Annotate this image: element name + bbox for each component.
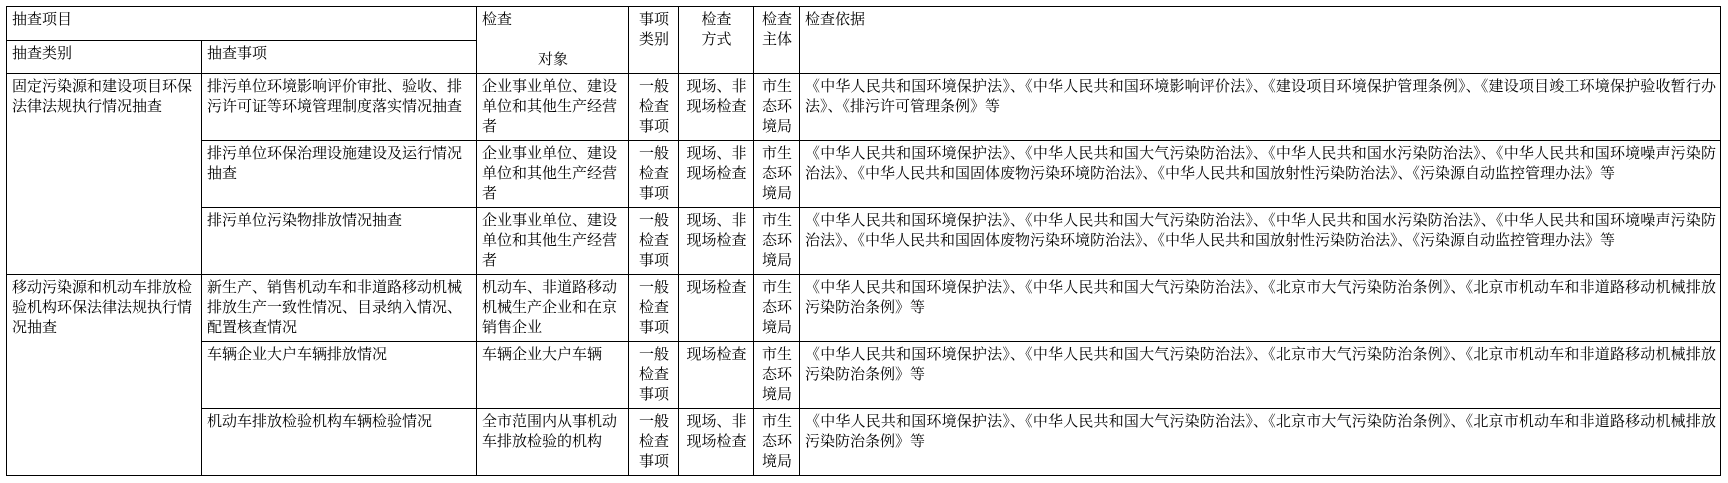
header-basis: 检查依据 <box>800 7 1721 74</box>
table-row <box>7 409 1721 476</box>
subject-cell: 市生态环境局 <box>754 208 800 275</box>
method-cell: 现场检查 <box>679 342 754 409</box>
header-type <box>629 7 679 74</box>
object-cell: 企业事业单位、建设单位和其他生产经营者 <box>477 141 629 208</box>
type-cell: 一般检查事项 <box>629 342 679 409</box>
header-type-line1: 事项 <box>639 12 670 28</box>
item-cell: 排污单位污染物排放情况抽查 <box>202 208 477 275</box>
header-object-line2: 对象 <box>538 52 569 68</box>
table-row <box>7 74 1721 141</box>
basis-cell: 《中华人民共和国环境保护法》、《中华人民共和国环境影响评价法》、《建设项目环境保护管理条例》、《建设项目竣工环境保护验收暂行办法》、《排污许可管理条例》等 <box>800 74 1721 141</box>
subject-cell: 市生态环境局 <box>754 409 800 476</box>
basis-cell: 《中华人民共和国环境保护法》、《中华人民共和国大气污染防治法》、《北京市大气污染防治条例》、《北京市机动车和非道路移动机械排放污染防治条例》等 <box>800 409 1721 476</box>
header-method-line2: 方式 <box>701 32 732 48</box>
header-object-line1: 检查 <box>482 12 513 28</box>
header-method <box>679 7 754 74</box>
header-subject <box>754 7 800 74</box>
header-object <box>477 7 629 74</box>
header-type-line2: 类别 <box>639 32 670 48</box>
method-cell: 现场、非现场检查 <box>679 74 754 141</box>
header-category: 抽查类别 <box>7 40 202 74</box>
type-cell: 一般检查事项 <box>629 141 679 208</box>
table-row <box>7 208 1721 275</box>
method-cell: 现场、非现场检查 <box>679 208 754 275</box>
subject-cell: 市生态环境局 <box>754 141 800 208</box>
object-cell: 全市范围内从事机动车排放检验的机构 <box>477 409 629 476</box>
header-subject-line1: 检查 <box>762 12 793 28</box>
table-row <box>7 342 1721 409</box>
type-cell: 一般检查事项 <box>629 275 679 342</box>
header-item: 抽查事项 <box>202 40 477 74</box>
basis-cell: 《中华人民共和国环境保护法》、《中华人民共和国大气污染防治法》、《北京市大气污染防治条例》、《北京市机动车和非道路移动机械排放污染防治条例》等 <box>800 342 1721 409</box>
subject-cell: 市生态环境局 <box>754 74 800 141</box>
object-cell: 企业事业单位、建设单位和其他生产经营者 <box>477 208 629 275</box>
basis-cell: 《中华人民共和国环境保护法》、《中华人民共和国大气污染防治法》、《中华人民共和国水污染防治法》、《中华人民共和国环境噪声污染防治法》、《中华人民共和国固体废物污染环境防治法》、《中华人民共和国放射性污染防治法》、《污染源自动监控管理办法》等 <box>800 141 1721 208</box>
category-cell: 移动污染源和机动车排放检验机构环保法律法规执行情况抽查 <box>7 275 202 476</box>
inspection-items-table <box>6 6 1721 476</box>
type-cell: 一般检查事项 <box>629 74 679 141</box>
object-cell: 企业事业单位、建设单位和其他生产经营者 <box>477 74 629 141</box>
basis-cell: 《中华人民共和国环境保护法》、《中华人民共和国大气污染防治法》、《北京市大气污染防治条例》、《北京市机动车和非道路移动机械排放污染防治条例》等 <box>800 275 1721 342</box>
subject-cell: 市生态环境局 <box>754 275 800 342</box>
header-group-project: 抽查项目 <box>7 7 477 41</box>
item-cell: 排污单位环保治理设施建设及运行情况抽查 <box>202 141 477 208</box>
header-subject-line2: 主体 <box>762 32 793 48</box>
category-cell: 固定污染源和建设项目环保法律法规执行情况抽查 <box>7 74 202 275</box>
header-method-line1: 检查 <box>701 12 732 28</box>
type-cell: 一般检查事项 <box>629 208 679 275</box>
method-cell: 现场、非现场检查 <box>679 141 754 208</box>
item-cell: 车辆企业大户车辆排放情况 <box>202 342 477 409</box>
object-cell: 机动车、非道路移动机械生产企业和在京销售企业 <box>477 275 629 342</box>
type-cell: 一般检查事项 <box>629 409 679 476</box>
object-cell: 车辆企业大户车辆 <box>477 342 629 409</box>
item-cell: 新生产、销售机动车和非道路移动机械排放生产一致性情况、目录纳入情况、配置核查情况 <box>202 275 477 342</box>
item-cell: 排污单位环境影响评价审批、验收、排污许可证等环境管理制度落实情况抽查 <box>202 74 477 141</box>
method-cell: 现场、非现场检查 <box>679 409 754 476</box>
basis-cell: 《中华人民共和国环境保护法》、《中华人民共和国大气污染防治法》、《中华人民共和国水污染防治法》、《中华人民共和国环境噪声污染防治法》、《中华人民共和国固体废物污染环境防治法》、《中华人民共和国放射性污染防治法》、《污染源自动监控管理办法》等 <box>800 208 1721 275</box>
method-cell: 现场检查 <box>679 275 754 342</box>
table-header-row-1 <box>7 7 1721 41</box>
subject-cell: 市生态环境局 <box>754 342 800 409</box>
item-cell: 机动车排放检验机构车辆检验情况 <box>202 409 477 476</box>
table-row <box>7 275 1721 342</box>
table-row <box>7 141 1721 208</box>
